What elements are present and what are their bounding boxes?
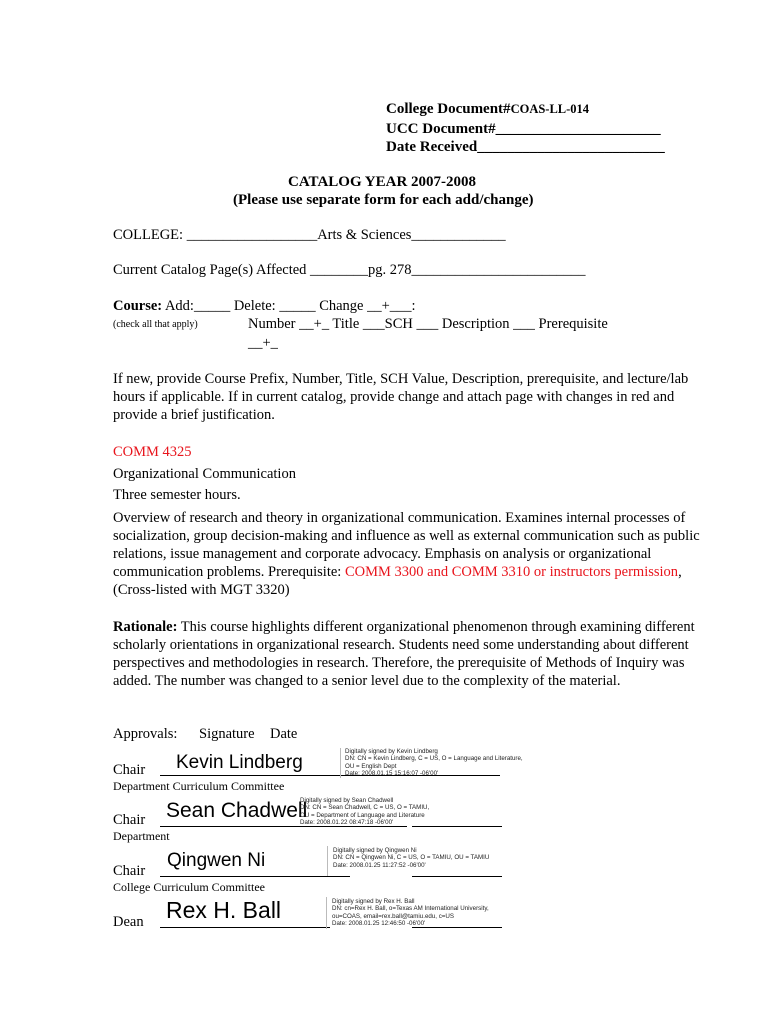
form-instruction: (Please use separate form for each add/change) xyxy=(233,192,534,208)
date-received-line: Date Received_________________________ xyxy=(386,139,665,155)
approval-role: Chair xyxy=(113,812,146,828)
cross-listed-text: , (Cross-listed with MGT 3320) xyxy=(113,564,682,598)
digital-signature-info: Digitally signed by Sean Chadwell DN: CN = Sean Chadwell, C = US, O = TAMIU, OU = Department of Language and Literature Date: 2008.01.22 08:47:18 -06'00' xyxy=(300,797,430,827)
prerequisite-change-text: COMM 3300 and COMM 3310 or instructors permission xyxy=(344,564,679,580)
rationale-label: Rationale: xyxy=(113,619,178,635)
instructions-paragraph: If new, provide Course Prefix, Number, Title, SCH Value, Description, prerequisite, and lecture/lab hours if applicable. If in current catalog, provide change and attach page with changes in red and provide a brief justification. xyxy=(113,371,689,423)
check-all-note: (check all that apply) xyxy=(113,319,198,330)
approval-caption: Department Curriculum Committee xyxy=(113,779,285,793)
signature-divider xyxy=(326,897,327,929)
rationale-text: This course highlights different organizational phenomenon through examining different scholarly orientations in organizational research. Students need some understanding about different perspectives and methodologies in research. Therefore, the prerequisite of Methods of Inquiry was added. The number was changed to a senior level due to the complexity of the material. xyxy=(113,619,695,689)
college-document-value: COAS-LL-014 xyxy=(510,102,590,116)
signer-name: Rex H. Ball xyxy=(166,897,282,923)
digital-signature-info: Digitally signed by Qingwen Ni DN: CN = Qingwen Ni, C = US, O = TAMIU, OU = TAMIU Date: 2008.01.25 11:27:52 -06'00' xyxy=(333,847,490,869)
prerequisite-mark: __+_ xyxy=(248,335,278,351)
date-column-label: Date xyxy=(270,726,298,742)
rationale-paragraph xyxy=(113,618,713,690)
description-text: Overview of research and theory in organizational communication. Examines internal processes of socialization, group decision-making and influence as well as external communication such as public relations, issue management and corporate advocacy. Emphasis on analysis or organizational communication problems. Prerequisite: xyxy=(113,510,700,580)
ucc-document-line: UCC Document#______________________ xyxy=(386,121,661,137)
course-name: Organizational Communication xyxy=(113,466,296,482)
course-fields-line: Number __+_ Title ___SCH ___ Description ___ Prerequisite xyxy=(248,316,608,332)
date-line xyxy=(412,876,502,877)
signature-divider xyxy=(327,846,328,876)
course-description xyxy=(113,509,713,599)
college-document-line xyxy=(386,101,589,118)
signer-name: Sean Chadwell xyxy=(166,799,308,822)
approval-role: Chair xyxy=(113,863,146,879)
catalog-year-title: CATALOG YEAR 2007-2008 xyxy=(288,174,477,190)
course-change-line xyxy=(113,298,416,315)
pages-affected-line: Current Catalog Page(s) Affected ________pg. 278________________________ xyxy=(113,262,586,278)
digital-signature-info: Digitally signed by Rex H. Ball DN: cn=Rex H. Ball, o=Texas AM International University, ou=COAS, email=rex.ball@tamiu.edu, c=US Date: 2008.01.25 12:46:50 -06'00' xyxy=(332,898,489,928)
signature-divider xyxy=(340,748,341,778)
signature-line xyxy=(160,927,330,928)
course-label: Course: xyxy=(113,298,163,314)
approval-role: Chair xyxy=(113,762,146,778)
college-document-label: College Document# xyxy=(386,101,511,117)
signature-line xyxy=(160,876,350,877)
signer-name: Qingwen Ni xyxy=(167,850,266,871)
course-code: COMM 4325 xyxy=(113,444,192,460)
approval-caption: College Curriculum Committee xyxy=(113,880,265,894)
approval-caption: Department xyxy=(113,829,170,843)
signer-name: Kevin Lindberg xyxy=(176,752,303,773)
course-hours: Three semester hours. xyxy=(113,487,241,503)
digital-signature-info: Digitally signed by Kevin Lindberg DN: CN = Kevin Lindberg, C = US, O = Language and Literature, OU = English Dept Date: 2008.01.15 15:16:07 -06'00' xyxy=(345,748,523,778)
approval-role: Dean xyxy=(113,914,144,930)
course-options: Add:_____ Delete: _____ Change __+___: xyxy=(162,298,416,314)
signature-column-label: Signature xyxy=(199,726,255,742)
approvals-label: Approvals: xyxy=(113,726,178,742)
college-line: COLLEGE: __________________Arts & Sciences_____________ xyxy=(113,227,506,243)
